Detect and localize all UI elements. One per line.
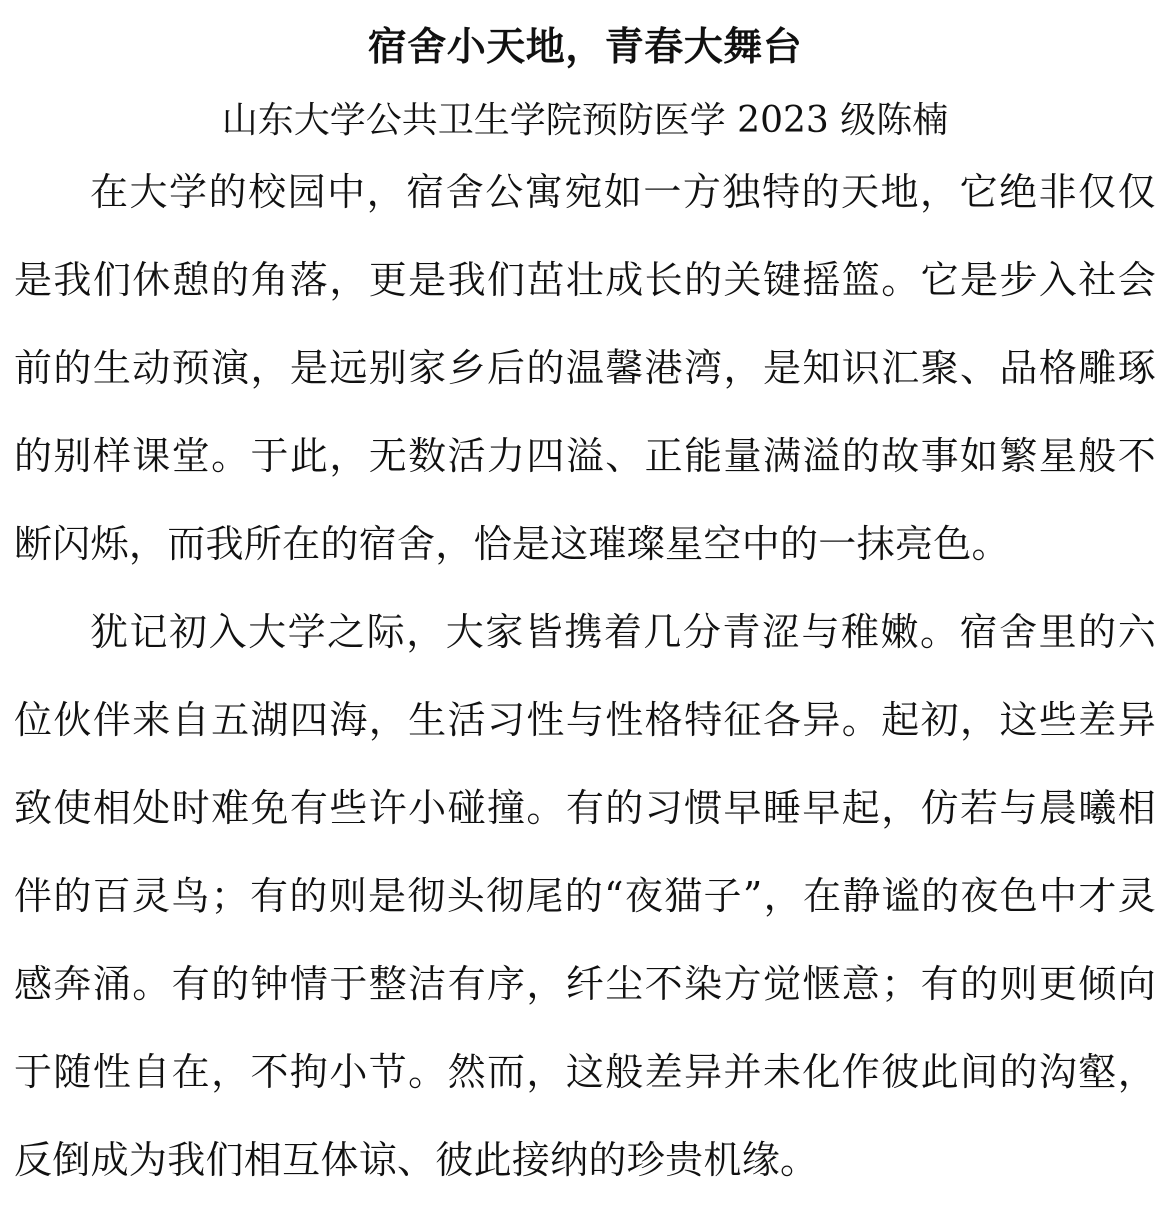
paragraph-2: 犹记初入大学之际，大家皆携着几分青涩与稚嫩。宿舍里的六位伙伴来自五湖四海，生活习性与性格特征各异。起初，这些差异致使相处时难免有些许小碰撞。有的习惯早睡早起，仿若与晨曦相伴的百灵鸟；有的则是彻头彻尾的“夜猫子”，在静谧的夜色中才灵感奔涌。有的钟情于整洁有序，纤尘不染方觉惬意；有的则更倾向于随性自在，不拘小节。然而，这般差异并未化作彼此间的沟壑，反倒成为我们相互体谅、彼此接纳的珍贵机缘。 (14, 610, 1156, 1182)
document-title: 宿舍小天地，青春大舞台 (367, 25, 803, 70)
paragraph-1: 在大学的校园中，宿舍公寓宛如一方独特的天地，它绝非仅仅是我们休憩的角落，更是我们茁壮成长的关键摇篮。它是步入社会前的生动预演，是远别家乡后的温馨港湾，是知识汇聚、品格雕琢的别样课堂。于此，无数活力四溢、正能量满溢的故事如繁星般不断闪烁，而我所在的宿舍，恰是这璀璨星空中的一抹亮色。 (14, 170, 1156, 566)
author-byline: 山东大学公共卫生学院预防医学 2023 级陈楠 (221, 100, 949, 141)
